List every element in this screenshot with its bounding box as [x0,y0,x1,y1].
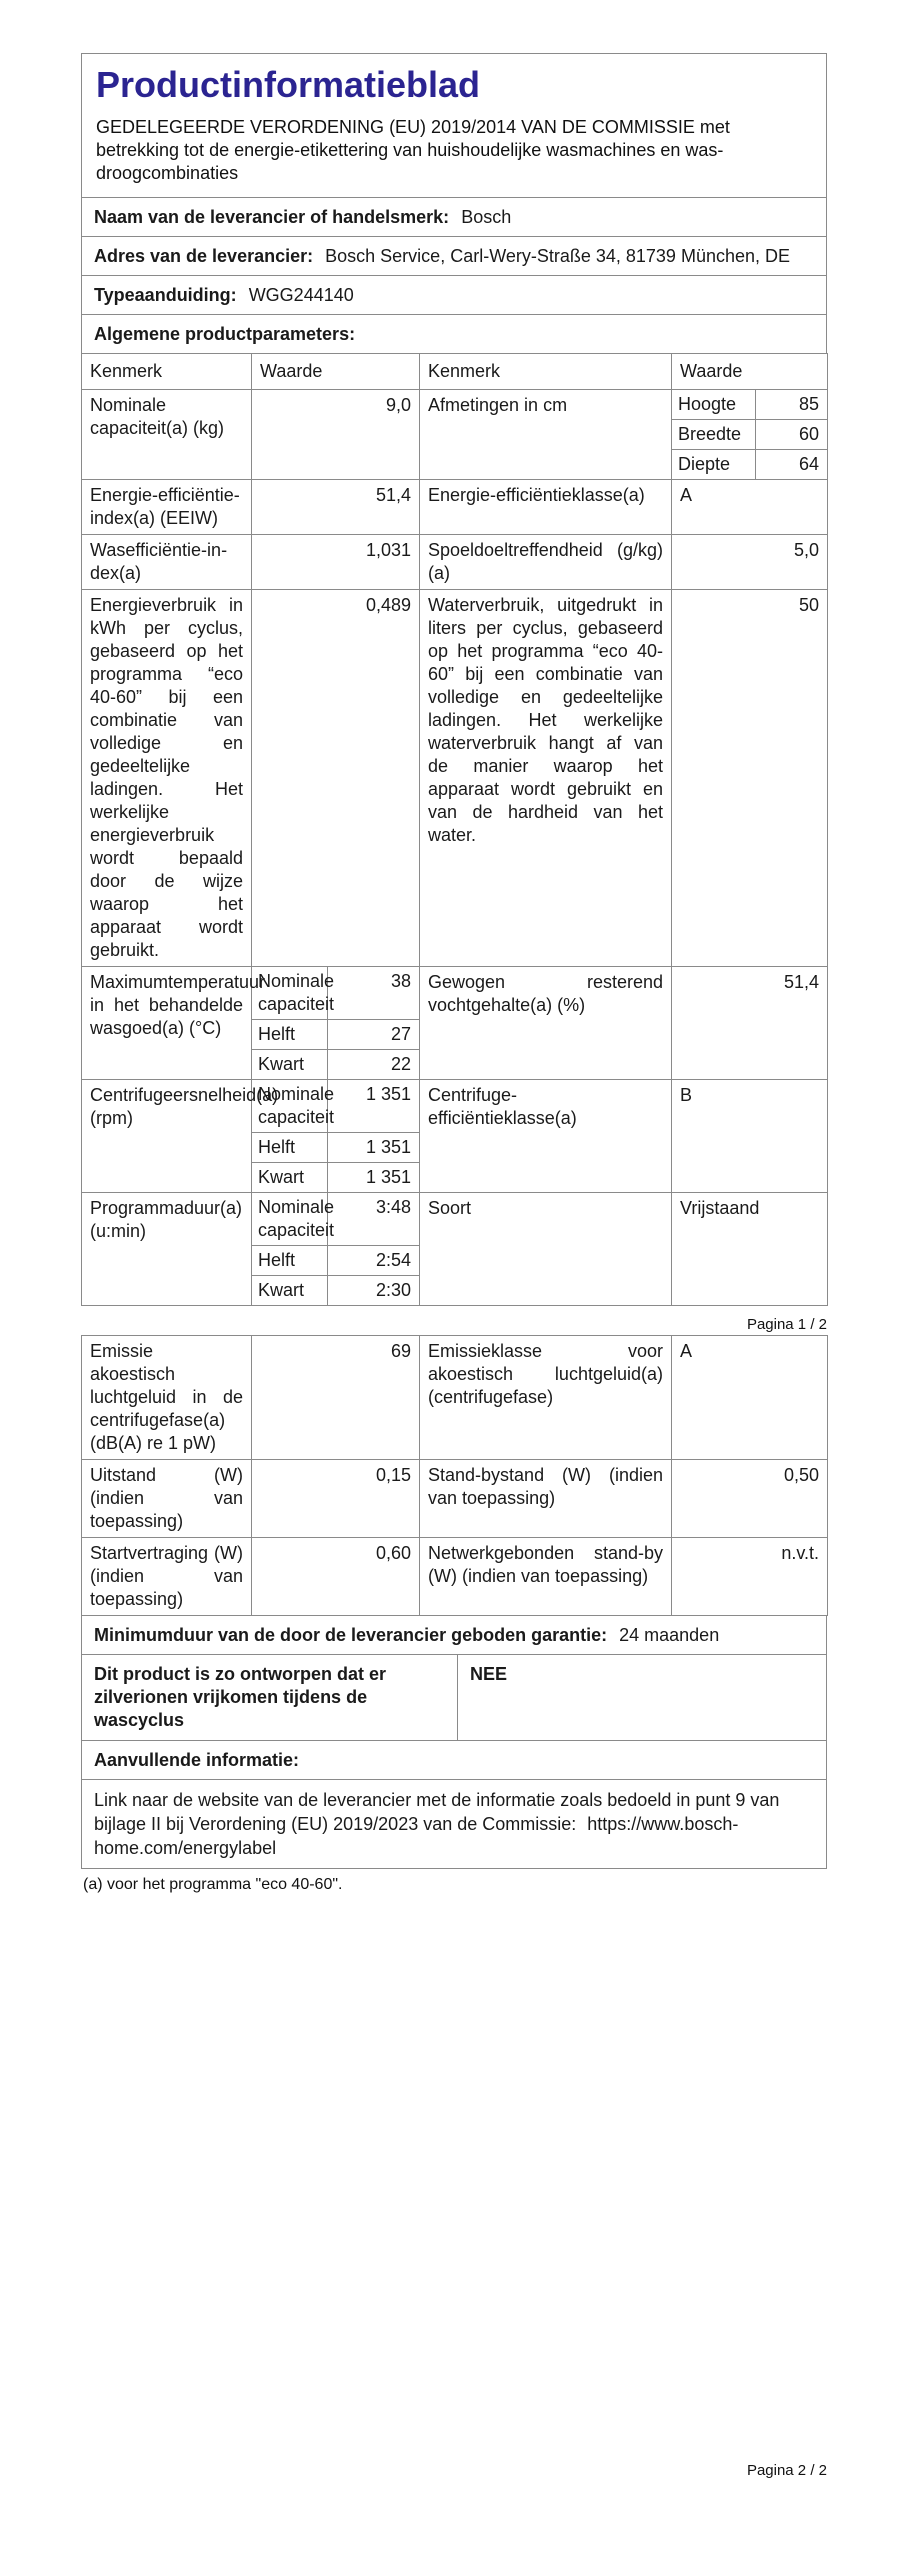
dimension-row [672,449,827,479]
load-value: 1 351 [365,1137,411,1157]
dimension-value: 60 [798,424,819,444]
value-cell: A [672,1336,828,1460]
load-row [252,1049,419,1079]
load-row [252,967,419,1019]
feature-cell: Stand-bystand (W) (indien van toepassing) [420,1460,672,1538]
general-parameters-label: Algemene productparameters: [94,324,356,344]
table-header-row [82,354,828,390]
load-label: Nominale capaciteit [252,1080,328,1132]
general-parameters-table [81,353,828,1306]
feature-cell: Nominale capaciteit(a) (kg) [82,390,252,480]
supplier-label: Naam van de leverancier of handelsmerk: [94,207,450,227]
page-1-footer: Pagina 1 / 2 [746,1316,827,1333]
feature-cell: Waterverbruik, uitgedrukt in liters per cyclus, gebaseerd op het programma “eco 40-60” bij een combinatie van volledige en gedeeltelijke ladingen. Het werkelijke waterverbruik hangt af van de manier waarop het apparaat wordt gebruikt en van de hardheid van het water. [420,590,672,967]
feature-cell: Maximumtemperatuur in het behandelde wasgoed(a) (°C) [82,967,252,1080]
value-cell: A [672,480,828,535]
page-2 [81,1335,827,1894]
value-cell: 5,0 [672,535,828,590]
value-cell: 0,15 [252,1460,420,1538]
value-cell: 51,4 [672,967,828,1080]
table-row [82,1193,828,1306]
feature-cell: Netwerkgebonden stand-by (W) (indien van toepassing) [420,1538,672,1616]
load-row [252,1275,419,1305]
warranty-label: Minimumduur van de door de leverancier geboden garantie: [94,1625,608,1645]
address-row [81,236,827,276]
dimension-label: Hoogte [672,390,756,419]
feature-cell: Spoeldoeltreffendheid (g/kg)(a) [420,535,672,590]
dimension-row [672,390,827,419]
value-cell: Vrijstaand [672,1193,828,1306]
load-label: Kwart [252,1276,328,1305]
feature-cell: Wasefficiëntie-index(a) [82,535,252,590]
load-row [252,1019,419,1049]
value-cell: 0,489 [252,590,420,967]
table-row [82,535,828,590]
dimensions-cell [672,390,828,480]
load-row [252,1132,419,1162]
dimension-label: Breedte [672,420,756,449]
feature-cell: Centrifuge-efficiëntieklasse(a) [420,1080,672,1193]
load-value: 27 [390,1024,411,1044]
feature-cell: Gewogen resterend vochtgehalte(a) (%) [420,967,672,1080]
value-cell: 0,50 [672,1460,828,1538]
table-row [82,1080,828,1193]
type-value: WGG244140 [248,285,354,305]
value-cell: 1,031 [252,535,420,590]
silver-ions-label: Dit product is zo ontworpen dat er zilverionen vrijkomen tijdens de wascyclus [82,1655,458,1740]
supplier-value: Bosch [461,207,512,227]
page-1 [81,53,827,1333]
silver-ions-value: NEE [470,1664,508,1684]
load-value: 3:48 [375,1197,411,1217]
silver-ions-row [81,1654,827,1741]
dimension-value: 64 [798,454,819,474]
load-value: 2:54 [375,1250,411,1270]
load-label: Kwart [252,1050,328,1079]
value-cell: 69 [252,1336,420,1460]
general-parameters-row [81,314,827,354]
value-cell: 0,60 [252,1538,420,1616]
column-header: Waarde [252,354,420,390]
type-designation-row [81,275,827,315]
warranty-value: 24 maanden [619,1625,720,1645]
feature-cell: Afmetingen in cm [420,390,672,480]
value-cell: B [672,1080,828,1193]
address-value: Bosch Service, Carl-Wery-Straße 34, 81739 München, DE [325,246,791,266]
feature-cell: Energie-efficiëntieklasse(a) [420,480,672,535]
document-header [81,53,827,198]
load-label: Kwart [252,1163,328,1192]
page-2-footer: Pagina 2 / 2 [746,2462,827,2479]
load-row [252,1162,419,1192]
table-row [82,1336,828,1460]
feature-cell: Programmaduur(a) (u:min) [82,1193,252,1306]
regulation-subtitle: GEDELEGEERDE VERORDENING (EU) 2019/2014 VAN DE COMMISSIE met betrekking tot de energie-etikettering van huishoudelijke wasmachines en was-droogcombinaties [96,117,730,183]
load-value: 22 [390,1054,411,1074]
load-label: Helft [252,1020,328,1049]
value-cell: 50 [672,590,828,967]
load-label: Helft [252,1133,328,1162]
feature-cell: Centrifugeersnelheid(a) (rpm) [82,1080,252,1193]
feature-cell: Emissieklasse voor akoestisch luchtgeluid(a) (centrifugefase) [420,1336,672,1460]
load-label: Nominale capaciteit [252,967,328,1019]
dimension-row [672,419,827,449]
load-value: 2:30 [375,1280,411,1300]
load-row [252,1193,419,1245]
feature-cell: Energie-efficiëntie-index(a) (EEIW) [82,480,252,535]
table-row [82,1538,828,1616]
footnote-a: (a) voor het programma "eco 40-60". [83,1876,343,1893]
load-values-cell [252,967,420,1080]
link-description: Link naar de website van de leverancier met de informatie zoals bedoeld in punt 9 van bijlage II bij Verordening (EU) 2019/2023 van de Commissie: [94,1790,780,1834]
column-header: Kenmerk [420,354,672,390]
additional-info-label: Aanvullende informatie: [94,1750,300,1770]
warranty-row [81,1615,827,1655]
power-acoustic-table [81,1335,828,1616]
table-row [82,480,828,535]
dimension-value: 85 [798,394,819,414]
energy-label-link-row [81,1779,827,1869]
feature-cell: Startvertraging (W) (indien van toepassing) [82,1538,252,1616]
feature-cell: Uitstand (W) (indien van toepassing) [82,1460,252,1538]
column-header: Kenmerk [82,354,252,390]
load-value: 1 351 [365,1167,411,1187]
load-label: Helft [252,1246,328,1275]
load-values-cell [252,1193,420,1306]
load-values-cell [252,1080,420,1193]
load-row [252,1080,419,1132]
feature-cell: Soort [420,1193,672,1306]
type-label: Typeaanduiding: [94,285,237,305]
table-row [82,967,828,1080]
load-value: 38 [390,971,411,991]
load-label: Nominale capaciteit [252,1193,328,1245]
energy-label-link[interactable]: https://www.bosch-home.com/energylabel [94,1814,739,1858]
feature-cell: Emissie akoestisch luchtgeluid in de centrifugefase(a) (dB(A) re 1 pW) [82,1336,252,1460]
additional-info-row [81,1740,827,1780]
table-row [82,1460,828,1538]
supplier-row [81,197,827,237]
dimension-label: Diepte [672,450,756,479]
value-cell: 9,0 [252,390,420,480]
value-cell: 51,4 [252,480,420,535]
table-row [82,390,828,480]
load-row [252,1245,419,1275]
load-value: 1 351 [365,1084,411,1104]
page-title: Productinformatieblad [96,64,481,105]
value-cell: n.v.t. [672,1538,828,1616]
table-row [82,590,828,967]
feature-cell: Energieverbruik in kWh per cyclus, gebaseerd op het programma “eco 40-60” bij een combinatie van volledige en gedeeltelijke ladingen. Het werkelijke energieverbruik wordt bepaald door de wijze waarop het apparaat wordt gebruikt. [82,590,252,967]
address-label: Adres van de leverancier: [94,246,314,266]
column-header: Waarde [672,354,828,390]
